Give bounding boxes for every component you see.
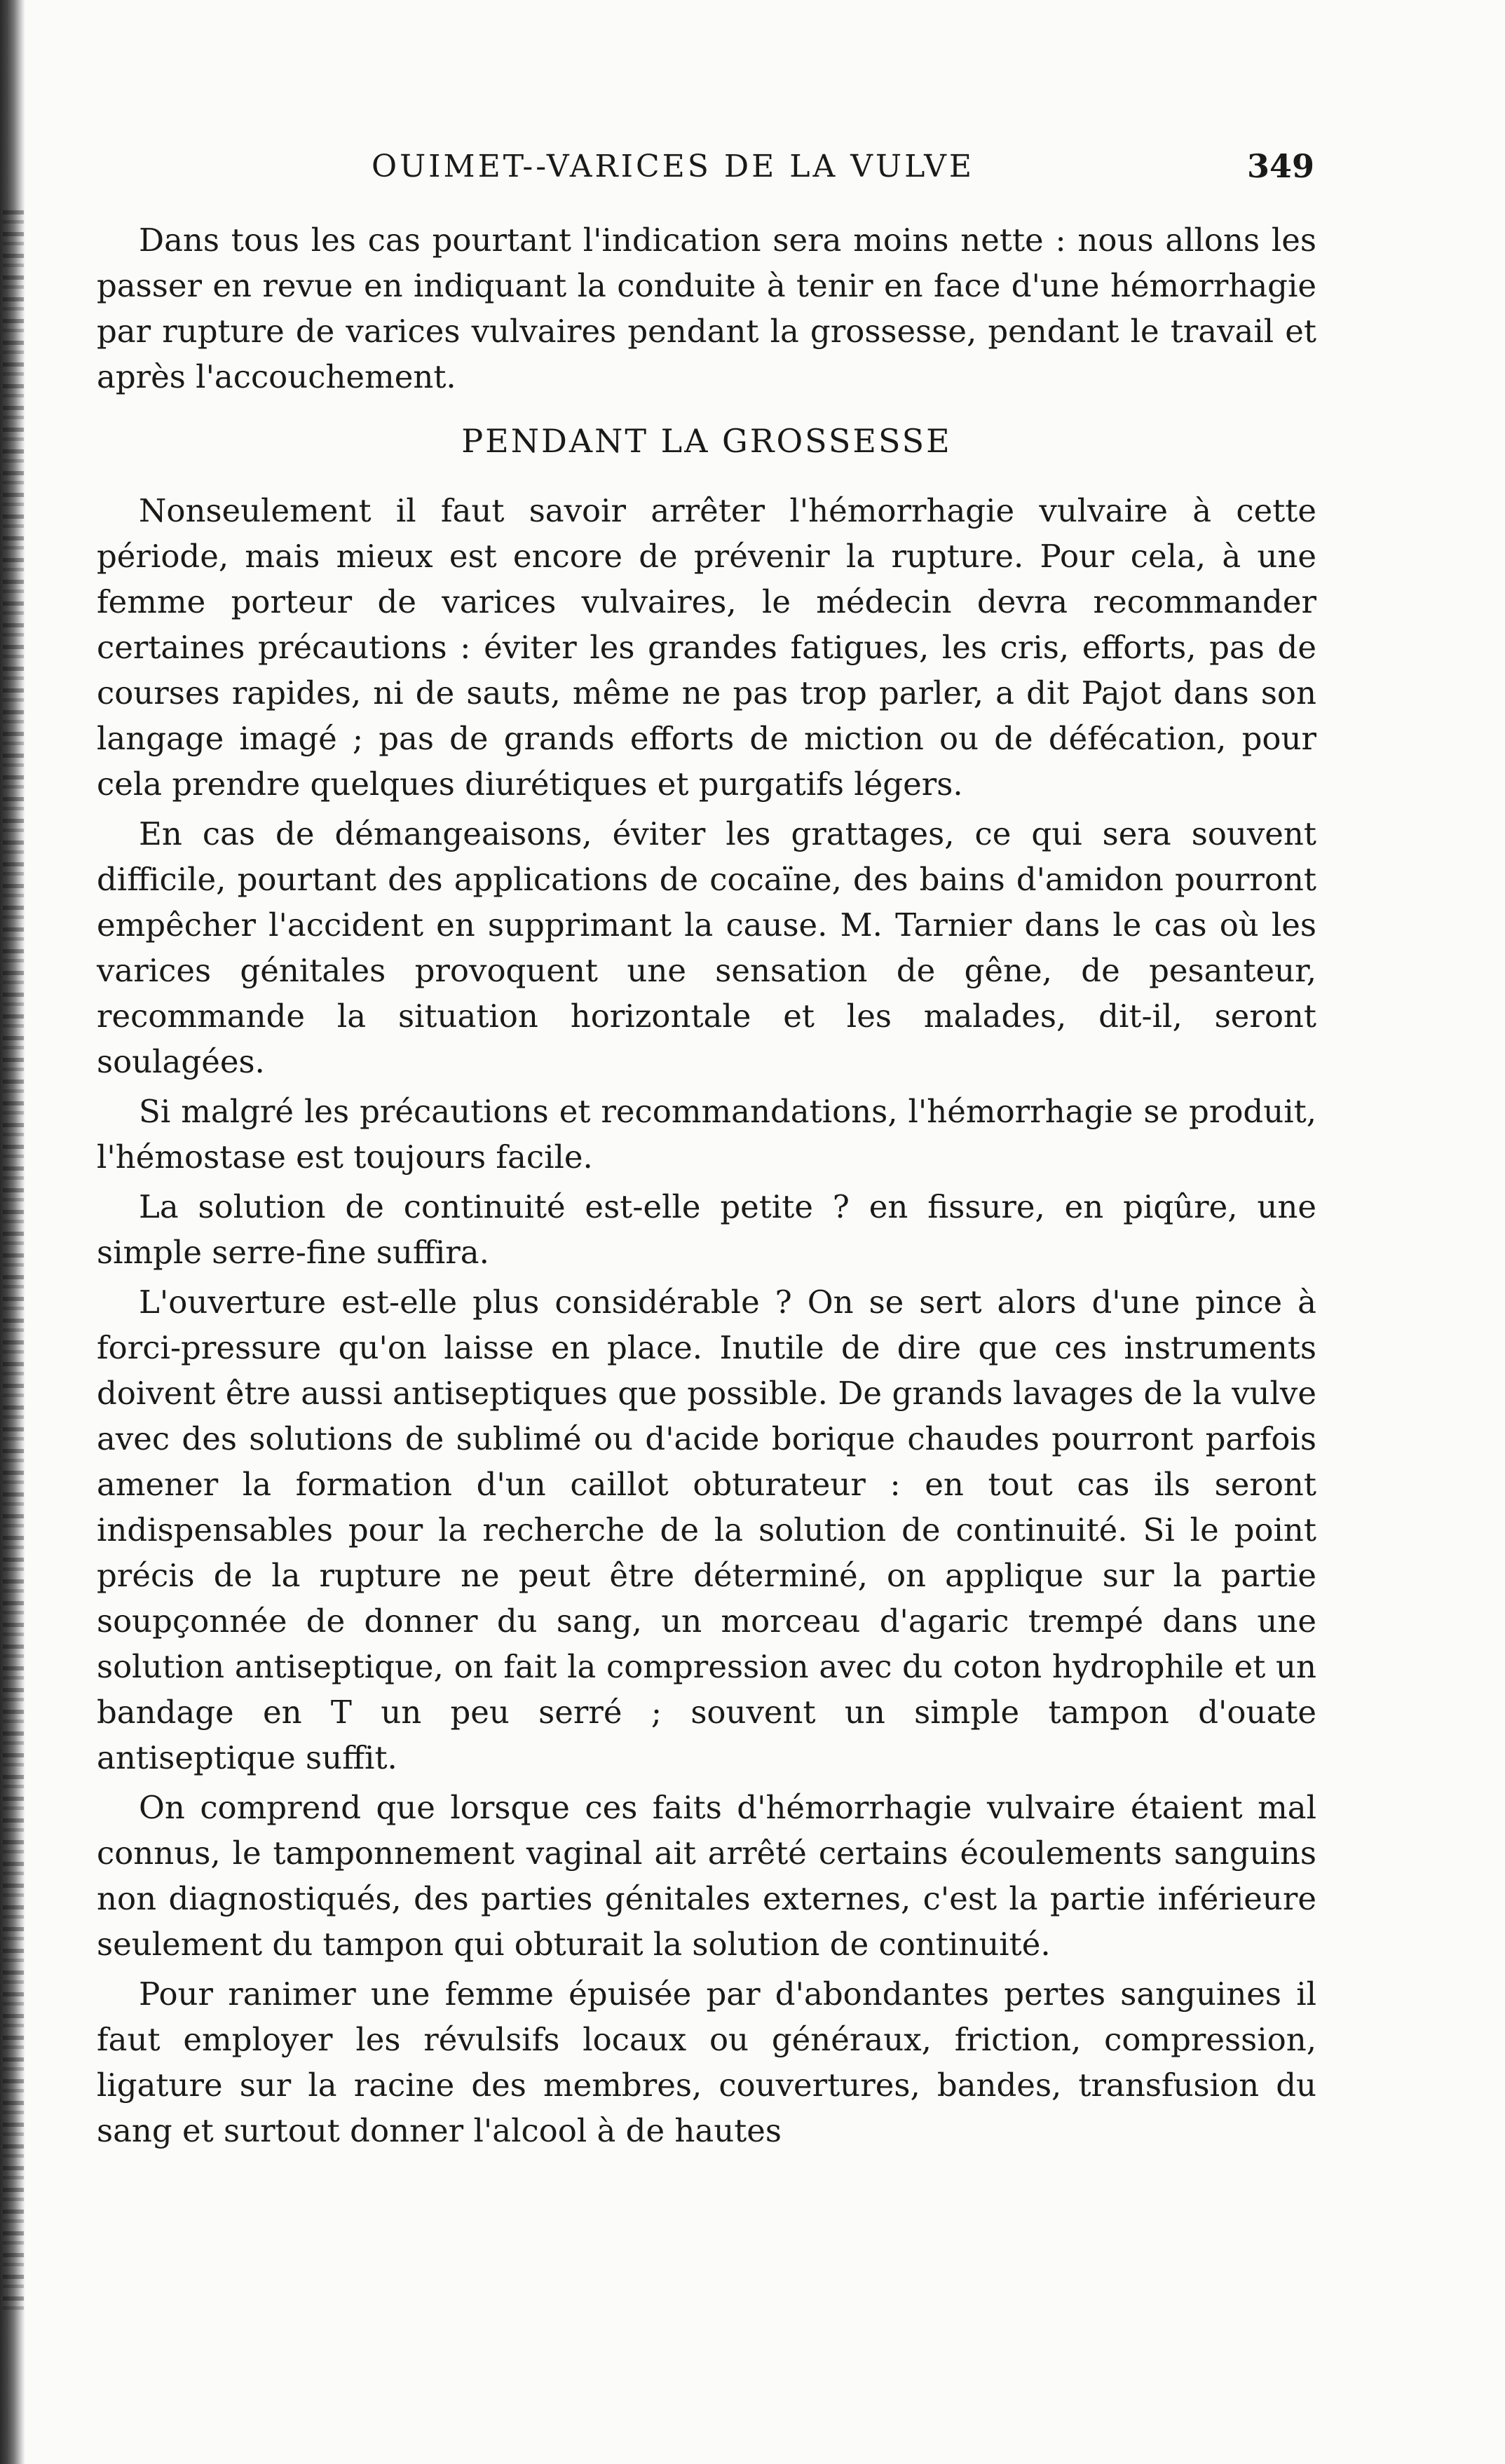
page-number: 349 — [1246, 147, 1314, 185]
running-title: OUIMET--VARICES DE LA VULVE — [372, 149, 975, 184]
paragraph: On comprend que lorsque ces faits d'hémorrhagie vulvaire étaient mal connus, le tamponnement vaginal ait arrêté certains écoulements sanguins non diagnostiqués, des parties génitales externes, c'est la partie inférieure seulement du tampon qui obturait la solution de continuité. — [97, 1789, 1316, 1963]
paragraph: Si malgré les précautions et recommandations, l'hémorrhagie se produit, l'hémostase est toujours facile. — [97, 1093, 1316, 1176]
paragraph: La solution de continuité est-elle petite ? en fissure, en piqûre, une simple serre-fine suffira. — [97, 1188, 1316, 1271]
paragraph-intro: Dans tous les cas pourtant l'indication sera moins nette : nous allons les passer en revue en indiquant la conduite à tenir en face d'une hémorrhagie par rupture de varices vulvaires pendant la grossesse, pendant le travail et après l'accouchement. — [97, 222, 1316, 395]
paragraph: Nonseulement il faut savoir arrêter l'hémorrhagie vulvaire à cette période, mais mieux est encore de prévenir la rupture. Pour cela, à une femme porteur de varices vulvaires, le médecin devra recommander certaines précautions : éviter les grandes fatigues, les cris, efforts, pas de courses rapides, ni de sauts, même ne pas trop parler, a dit Pajot dans son langage imagé ; pas de grands efforts de miction ou de défécation, pour cela prendre quelques diurétiques et purgatifs légers. — [97, 492, 1316, 803]
body-text — [97, 217, 1316, 2153]
paragraph: En cas de démangeaisons, éviter les grattages, ce qui sera souvent difficile, pourtant des applications de cocaïne, des bains d'amidon pourront empêcher l'accident en supprimant la cause. M. Tarnier dans le cas où les varices génitales provoquent une sensation de gêne, de pesanteur, recommande la situation horizontale et les malades, dit-il, seront soulagées. — [97, 815, 1316, 1080]
paragraph: Pour ranimer une femme épuisée par d'abondantes pertes sanguines il faut employer les révulsifs locaux ou généraux, friction, compression, ligature sur la racine des membres, couvertures, bandes, transfusion du sang et surtout donner l'alcool à de hautes — [97, 1975, 1316, 2149]
page-header — [372, 149, 1314, 191]
paragraph: L'ouverture est-elle plus considérable ? On se sert alors d'une pince à forci-pressure qu'on laisse en place. Inutile de dire que ces instruments doivent être aussi antiseptiques que possible. De grands lavages de la vulve avec des solutions de sublimé ou d'acide borique chaudes pourront parfois amener la formation d'un caillot obturateur : en tout cas ils seront indispensables pour la recherche de la solution de continuité. Si le point précis de la rupture ne peut être déterminé, on applique sur la partie soupçonnée de donner du sang, un morceau d'agaric trempé dans une solution antiseptique, on fait la compression avec du coton hydrophile et un bandage en T un peu serré ; souvent un simple tampon d'ouate antiseptique suffit. — [97, 1284, 1316, 1776]
binding-edge-texture — [3, 210, 24, 2313]
section-heading: PENDANT LA GROSSESSE — [461, 422, 952, 460]
